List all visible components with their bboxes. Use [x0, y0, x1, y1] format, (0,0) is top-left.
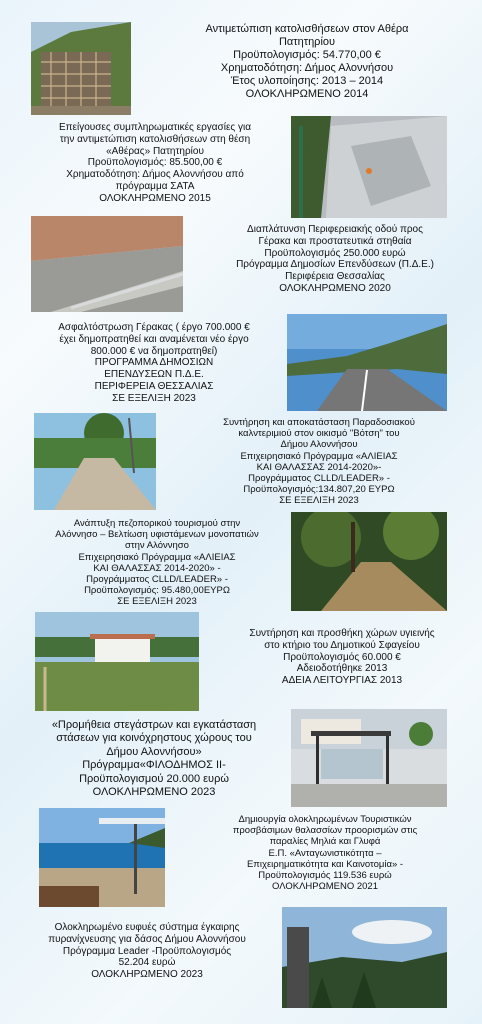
project-5-line: Επιχειρησιακό Πρόγραμμα «ΑΛΙΕΙΑΣ	[240, 450, 398, 462]
project-9-line: Δημιουργία ολοκληρωμένων Τουριστικών	[238, 814, 412, 825]
photo-widened-road	[31, 216, 183, 312]
project-1-line: Πατητηρίου	[278, 35, 336, 48]
project-5-line: ΚΑΙ ΘΑΛΑΣΣΑΣ 2014-2020»-	[256, 461, 382, 473]
project-5-line: Δήμου Αλοννήσου	[280, 439, 358, 451]
project-7-line: Προϋπολογισμός 60.000 €	[283, 651, 401, 663]
project-4-line: ΠΕΡΙΦΕΡΕΙΑ ΘΕΣΣΑΛΙΑΣ	[94, 380, 214, 392]
photo-rock-slope	[291, 116, 447, 218]
project-6-line: στην Αλόννησο	[125, 540, 189, 552]
project-road-widening-geraka	[195, 224, 475, 295]
photo-fire-detection-tower	[282, 907, 447, 1008]
project-3-line: Γέρακα και προστατευτικά στηθαία	[258, 235, 412, 247]
project-4-line: ΕΠΕΝΔΥΣΕΩΝ Π.Δ.Ε.	[104, 369, 204, 381]
project-6-line: Αλόννησο – Βελτίωση υφιστάμενων μονοπατιών	[55, 529, 259, 541]
project-8-line: ΟΛΟΚΛΗΡΩΜΕΝΟ 2023	[92, 786, 216, 799]
project-landslide-athera-2014	[144, 23, 470, 101]
project-5-line: Συντήρηση και αποκατάσταση Παραδοσιακού	[223, 417, 415, 428]
project-2-line: Επείγουσες συμπληρωματικές εργασίες για	[58, 122, 252, 133]
project-4-line: 800.000 € να δημοπρατηθεί)	[90, 345, 218, 357]
project-5-line: ΣΕ ΕΞΕΛΙΞΗ 2023	[279, 495, 359, 507]
project-1-line: Χρηματοδότηση: Δήμος Αλοννήσου	[220, 61, 394, 74]
project-1-line: Αντιμετώπιση κατολισθήσεων στον Αθέρα	[205, 23, 409, 35]
project-3-line: Πρόγραμμα Δημοσίων Επενδύσεων (Π.Δ.Ε.)	[236, 259, 434, 271]
project-3-line: Περιφέρεια Θεσσαλίας	[285, 271, 385, 283]
project-8-line: «Προμήθεια στεγάστρων και εγκατάσταση	[51, 719, 257, 731]
project-2-line: Χρηματοδότηση: Δήμος Αλοννήσου από	[66, 169, 244, 181]
photo-asphalt-road	[287, 314, 447, 411]
project-4-line: έχει δημοπρατηθεί και αναμένεται νέο έργο	[59, 333, 249, 345]
project-10-line: Πρόγραμμα Leader -Προϋπολογισμός	[62, 945, 232, 957]
photo-forest-trail	[291, 512, 447, 611]
project-8-line: Δήμου Αλοννήσου»	[106, 745, 202, 758]
photo-beach-access	[39, 808, 165, 907]
project-1-line: Έτος υλοποίησης: 2013 – 2014	[230, 74, 384, 87]
project-9-line: Προϋπολογισμός 119.536 ευρώ	[258, 870, 392, 882]
project-9-line: Επιχειρηματικότητα και Καινοτομία» -	[246, 858, 404, 870]
project-10-line: πυρανίχνευσης για δάσος Δήμου Αλοννήσου	[48, 933, 246, 945]
photo-cobblestone-path	[34, 413, 156, 510]
project-4-line: ΠΡΟΓΡΑΜΜΑ ΔΗΜΟΣΙΩΝ	[94, 357, 214, 369]
project-1-line: ΟΛΟΚΛΗΡΩΜΕΝΟ 2014	[245, 87, 369, 100]
project-7-line: στο κτήριο του Δημοτικού Σφαγείου	[264, 639, 420, 651]
project-cobblestone-votsi	[160, 417, 478, 507]
project-4-line: ΣΕ ΕΞΕΛΙΞΗ 2023	[112, 392, 196, 404]
project-9-line: προσβάσιμων θαλασσίων προορισμών στις	[232, 825, 418, 837]
project-6-line: ΚΑΙ ΘΑΛΑΣΣΑΣ 2014-2020» -	[93, 562, 221, 574]
project-bus-shelters	[28, 719, 280, 799]
project-5-line: Προϋπολογισμός:134.807,20 ΕΥΡΩ	[243, 484, 395, 496]
project-7-line: Αδειοδοτήθηκε 2013	[296, 663, 388, 675]
project-2-line: Προϋπολογισμός: 85.500,00 €	[87, 157, 223, 169]
project-8-line: στάσεων για κοινόχρηστους χώρους του	[56, 732, 252, 745]
project-2-line: «Αθέρας» Πατητηρίου	[106, 145, 204, 157]
project-6-line: Προγράμματος CLLD/LEADER» -	[86, 574, 228, 586]
project-2-line: πρόγραμμα ΣΑΤΑ	[115, 180, 195, 192]
project-9-line: παραλίες Μηλιά και Γλυφά	[269, 836, 381, 848]
project-6-line: ΣΕ ΕΞΕΛΙΞΗ 2023	[117, 596, 197, 608]
project-asphalt-geraka	[28, 322, 280, 405]
project-3-line: Διαπλάτυνση Περιφερειακής οδού προς	[247, 224, 423, 235]
project-1-line: Προϋπολογισμός: 54.770,00 €	[233, 48, 381, 61]
project-10-line: 52.204 ευρώ	[118, 957, 176, 969]
project-fire-detection	[24, 922, 270, 981]
project-6-line: Επιχειρησιακό Πρόγραμμα «ΑΛΙΕΙΑΣ	[78, 551, 236, 563]
project-8-line: Προϋπολογισμού 20.000 ευρώ	[79, 772, 229, 785]
project-slaughterhouse-sanitary	[206, 628, 478, 687]
project-4-line: Ασφαλτόστρωση Γέρακας ( έργο 700.000 €	[58, 322, 250, 333]
project-3-line: Προϋπολογισμός 250.000 ευρώ	[264, 247, 406, 259]
photo-slaughterhouse-building	[35, 612, 199, 711]
photo-scaffolding-slope	[31, 22, 131, 115]
project-10-line: Ολοκληρωμένο ευφυές σύστημα έγκαιρης	[54, 922, 240, 933]
project-6-line: Ανάπτυξη πεζοπορικού τουρισμού στην	[73, 518, 241, 529]
project-accessible-beaches	[172, 814, 478, 892]
project-7-line: Συντήρηση και προσθήκη χώρων υγιεινής	[249, 628, 435, 639]
project-5-line: καλντεριμιού στον οικισμό "Βότση" του	[238, 428, 400, 440]
project-hiking-trails	[26, 518, 288, 608]
photo-bus-shelter	[291, 709, 447, 807]
project-3-line: ΟΛΟΚΛΗΡΩΜΕΝΟ 2020	[279, 282, 391, 294]
project-8-line: Πρόγραμμα«ΦΙΛΟΔΗΜΟΣ ΙΙ-	[82, 759, 226, 772]
project-9-line: Ε.Π. «Ανταγωνιστικότητα –	[268, 847, 382, 859]
project-landslide-athera-2015	[30, 122, 280, 205]
project-9-line: ΟΛΟΚΛΗΡΩΜΕΝΟ 2021	[271, 881, 378, 893]
project-2-line: ΟΛΟΚΛΗΡΩΜΕΝΟ 2015	[99, 192, 211, 204]
project-7-line: ΑΔΕΙΑ ΛΕΙΤΟΥΡΓΙΑΣ 2013	[281, 675, 403, 687]
project-10-line: ΟΛΟΚΛΗΡΩΜΕΝΟ 2023	[91, 969, 203, 981]
project-2-line: την αντιμετώπιση κατολισθήσεων στη θέση	[59, 133, 251, 145]
project-5-line: Προγράμματος CLLD/LEADER» -	[248, 473, 390, 485]
project-6-line: Προϋπολογισμός: 95.480,00ΕΥΡΩ	[84, 585, 230, 597]
